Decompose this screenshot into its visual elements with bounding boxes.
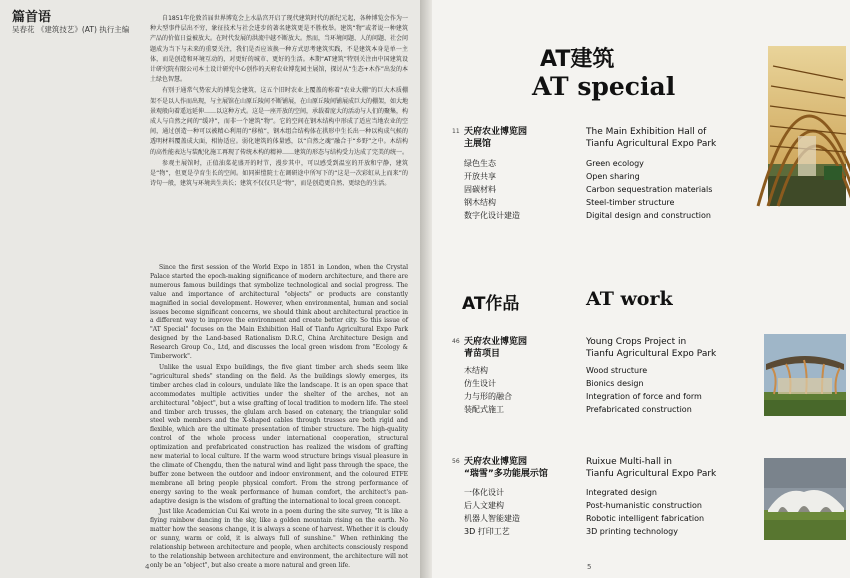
entry-en-title [586, 456, 716, 480]
en-keyword: Bionics design [586, 379, 644, 388]
cn-paragraph: 有别于通常气势宏大的博览会建筑，这五个旧时农业上覆盖的称着“农业大棚”的巨大木质棚架不是以人作而出现，与主展馆在山原丘陵间不断铺展，在山原丘陵间铺展成巨大的棚架，如大地景观般向着遥远延伸……以这种方式。这是一座开放的空间，承载着庞大的活动与人们的聚集，构成人与自然之间的“缓冲”，而非一个建筑“物”。它的空间在钢木结构中形成了适应当地农业的空间，通过创造一种可以被精心利用的“移植”，钢木组合结构体在拱形中生长出一种以构成气候的透明材料覆盖成大面，相协适应。弱化建筑的体量感，以“自然之魂”融合于“乡野”之中。木结构的高性能表达与装配化施工再现了传统木构的精神……建筑的形态与结构受力达成了完美的统一。 [150, 87, 409, 156]
entry-page-number: 56 [452, 458, 460, 465]
section-heading-work-en: AT work [586, 288, 673, 310]
cn-keyword: 力与形的融合 [464, 392, 512, 401]
entry-cn-title-line: 主展馆 [464, 139, 492, 149]
entry-en-keywords [586, 364, 702, 416]
entry-en-title-line: Tianfu Agricultural Expo Park [586, 139, 717, 149]
entry-cn-title-line: 天府农业博览园 [464, 337, 528, 347]
section-heading-special-en: AT special [532, 72, 676, 101]
en-keyword: Robotic intelligent fabrication [586, 514, 705, 523]
en-keyword: Post-humanistic construction [586, 501, 702, 510]
entry-en-title-line: Tianfu Agricultural Expo Park [586, 469, 717, 479]
entry-en-title-line: Ruixue Multi-hall in [586, 457, 673, 467]
entry-en-keywords [586, 157, 712, 222]
entry-cn-title-line: 天府农业博览园 [464, 127, 528, 137]
left-page [0, 0, 420, 578]
cn-keyword: 绿色生态 [464, 159, 496, 168]
entry-cn-title-line: 天府农业博览园 [464, 457, 528, 467]
cn-keyword: 装配式施工 [464, 405, 504, 414]
en-paragraph: Unlike the usual Expo buildings, the five giant timber arch sheds seem like "agricultural sheds" standing on the field. As the buildings slowly emerges, its timber arches clad in colours, undulate like the landscape. It is an open space that accommodates multiple activities under the shelter of the arches, not an architectural "object", but a wise grafting of local tradition to modern life. The steel and timber arch trusses, the glulam arch based on catenary, the triangular solid steel web members and the X-shaped cables through trusses are both rigid and flexible, which are the ultimate presentation of timber structure. The high-quality control of the whole process under international cooperation, structural optimization and prefabricated construction has realized the wisdom of grafting new material to local culture. If the warm wood structure brings visual pleasure in the climate of Chengdu, then the natural wind and light pass through the space, the buffer zone between the outdoor and indoor environment, and the coloured ETFE membrane all bring people physical comfort. From the strong performance of energy saving to the weak performance of human comfort, the architect's pan-adaptive design is the wisdom of grafting the international to local green concept. [150, 363, 408, 505]
en-keyword: 3D printing technology [586, 527, 678, 536]
entry-cn-title-line: “瑞雪”多功能展示馆 [464, 469, 548, 479]
young-crops-photo [764, 334, 846, 416]
entry-en-title [586, 336, 716, 360]
editorial-title: 篇首语 [12, 10, 52, 25]
main-hall-photo [768, 46, 846, 206]
entry-en-title-line: Young Crops Project in [586, 337, 687, 347]
entry-en-keywords [586, 486, 704, 538]
cn-keyword: 开放共享 [464, 172, 496, 181]
en-keyword: Green ecology [586, 159, 644, 168]
page-gutter [420, 0, 432, 578]
cn-paragraph: 自1851年伦敦首届世界博览会上水晶宫开启了现代建筑时代的新纪元起，各种博览会作为一种大型事件层出不穷，象征技术与社会进步的著名建筑更是不胜枚举。建筑“物”或者说一种建筑产品的价值日益被放大。在时代发展的洪流中越不断放大。然而，当环境问题、人的问题、社会问题成为当下与未来的重要关注，我们是否应该换一种方式思考建筑实践，不是建筑本身是单一主体，而是创造和环境互动的，对更好的城市、更好的生活。本期“AT建筑”特别关注由中国建筑设计研究院有限公司本土设计研究中心创作的天府农业博览园主展馆，探讨从“生态+木作”出发的本土绿色智慧。 [150, 15, 409, 84]
entry-en-title [586, 126, 716, 150]
entry-en-title-line: The Main Exhibition Hall of [586, 127, 707, 137]
section-heading-special-cn: AT建筑 [540, 47, 615, 72]
entry-cn-keywords [464, 364, 512, 416]
cn-paragraph: 参观主展馆时，正值油菜花盛开的时节，漫步其中，可以感受到温室的开放和宁静，建筑是“物”，但更是孕育生长的空间。如同崔愷院士在调研途中所写下的“这是一次彩虹从上而来”的诗句一般，建筑与环境共生共长；建筑不仅仅只是“物”，而是创造更自然、更绿色的生活。 [150, 159, 408, 188]
cn-keyword: 钢木结构 [464, 198, 496, 207]
entry-cn-title [464, 456, 548, 480]
entry-cn-keywords [464, 157, 520, 222]
en-keyword: Carbon sequestration materials [586, 185, 713, 194]
section-heading-work-cn: AT作品 [462, 294, 520, 314]
editorial-author: 吴春花 《建筑技艺》(AT) 执行主编 [12, 25, 130, 34]
cn-keyword: 机器人智能建造 [464, 514, 520, 523]
entry-page-number: 11 [452, 128, 460, 135]
entry-cn-title [464, 336, 527, 360]
cn-keyword: 仿生设计 [464, 379, 496, 388]
en-keyword: Digital design and construction [586, 211, 711, 220]
en-paragraph: Just like Academician Cui Kai wrote in a poem during the site survey, "It is like a flying rainbow dancing in the sky, like a golden mountain rising on the earth. No matter how the seasons change, it is always a scene of harvest. Whether it is cloudy or sunny, warm or cold, it is always full of sunshine." When rethinking the relationship between architecture and people, when architects consciously respond to the relationship between architecture and environment, the architecture will not only be an "object", but also create a more natural and green life. [150, 508, 408, 569]
page-number-left: 4 [145, 563, 150, 571]
en-keyword: Wood structure [586, 366, 648, 375]
entry-page-number: 46 [452, 338, 460, 345]
cn-keyword: 固碳材料 [464, 185, 496, 194]
entry-cn-title-line: 青苗项目 [464, 349, 501, 359]
cn-keyword: 木结构 [464, 366, 488, 375]
english-editorial-text [150, 264, 408, 569]
en-paragraph: Since the first session of the World Expo in 1851 in London, when the Crystal Palace started the epoch-making significance of modern architecture, and there are numerous famous buildings that symbolize technological and social progress. The value and importance of architectural "objects" or products are constantly magnified in social development. However, when environmental, human and social issues become significant concerns, we should think about architectural practice in a different way to improve the environment and create better city. So this issue of "AT Special" focuses on the Main Exhibition Hall of Tianfu Agricultural Expo Park designed by the Land-based Rationalism D.R.C, China Architecture Design and Research Group Co., Ltd, and discusses the local green wisdom from "Ecology & Timberwork". [150, 264, 408, 361]
cn-keyword: 数字化设计建造 [464, 211, 520, 220]
cn-keyword: 后人文建构 [464, 501, 504, 510]
entry-cn-keywords [464, 486, 520, 538]
en-keyword: Integrated design [586, 488, 657, 497]
en-keyword: Open sharing [586, 172, 640, 181]
ruixue-hall-photo [764, 458, 846, 540]
en-keyword: Integration of force and form [586, 392, 702, 401]
chinese-editorial-text [150, 14, 408, 276]
cn-keyword: 一体化设计 [464, 488, 504, 497]
entry-en-title-line: Tianfu Agricultural Expo Park [586, 349, 717, 359]
page-number-right: 5 [587, 563, 592, 571]
en-keyword: Prefabricated construction [586, 405, 692, 414]
cn-keyword: 3D 打印工艺 [464, 527, 510, 536]
en-keyword: Steel-timber structure [586, 198, 675, 207]
entry-cn-title [464, 126, 527, 150]
